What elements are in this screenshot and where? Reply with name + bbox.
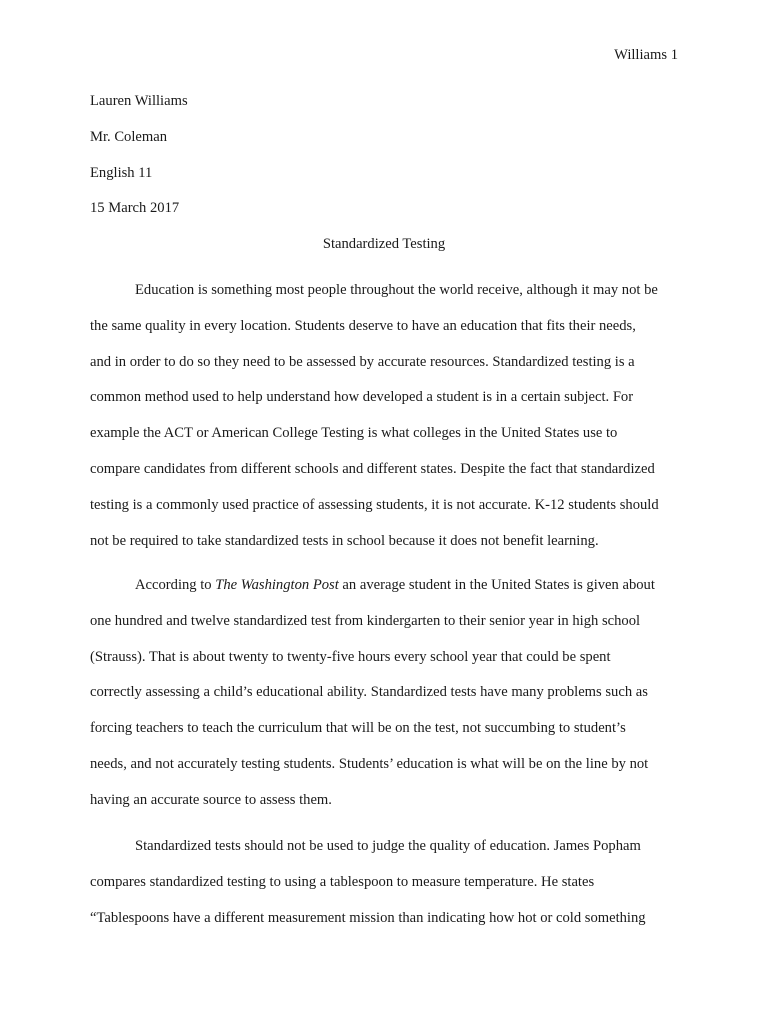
paragraph-line: not be required to take standardized tests in school because it does not benefit learning. [90, 532, 599, 549]
paragraph-line: the same quality in every location. Students deserve to have an education that fits their needs, [90, 317, 636, 334]
student-name: Lauren Williams [90, 93, 188, 109]
paragraph-line: common method used to help understand how developed a student is in a certain subject. For [90, 389, 634, 406]
paragraph-line: (Strauss). That is about twenty to twenty-five hours every school year that could be spent [90, 648, 611, 665]
paragraph-line: “Tablespoons have a different measurement mission than indicating how hot or cold something [90, 909, 646, 926]
paragraph-line: forcing teachers to teach the curriculum that will be on the test, not succumbing to student’s [90, 720, 626, 737]
paragraph-line: and in order to do so they need to be assessed by accurate resources. Standardized testing is a [90, 353, 635, 370]
running-head: Williams 1 [614, 47, 678, 63]
source-title: The Washington Post [215, 577, 339, 593]
essay-title: Standardized Testing [322, 236, 446, 252]
citation-lead: According to [135, 577, 216, 593]
paragraph-line: having an accurate source to assess them. [90, 791, 332, 808]
paragraph-line: example the ACT or American College Testing is what colleges in the United States use to [90, 425, 618, 442]
paragraph-3 [90, 829, 690, 936]
paragraph-1 [90, 273, 690, 559]
course-name: English 11 [90, 165, 153, 181]
paragraph-line [90, 568, 690, 604]
essay-date: 15 March 2017 [90, 200, 180, 216]
paragraph-line: testing is a commonly used practice of assessing students, it is not accurate. K-12 students should [90, 496, 659, 513]
paragraph-line: Education is something most people throughout the world receive, although it may not be [135, 282, 658, 298]
paragraph-line: compares standardized testing to using a tablespoon to measure temperature. He states [90, 873, 595, 890]
paragraph-line: one hundred and twelve standardized test from kindergarten to their senior year in high school [90, 612, 641, 629]
teacher-name: Mr. Coleman [90, 129, 168, 145]
paragraph-line: Standardized tests should not be used to judge the quality of education. James Popham [135, 838, 641, 854]
paragraph-line: compare candidates from different schools and different states. Despite the fact that standardized [90, 460, 655, 477]
paragraph-2 [90, 568, 690, 819]
paragraph-line: needs, and not accurately testing students. Students’ education is what will be on the line by not [90, 755, 649, 772]
paragraph-line: correctly assessing a child’s educational ability. Standardized tests have many problems such as [90, 684, 648, 701]
citation-tail: an average student in the United States is given about [338, 577, 655, 593]
